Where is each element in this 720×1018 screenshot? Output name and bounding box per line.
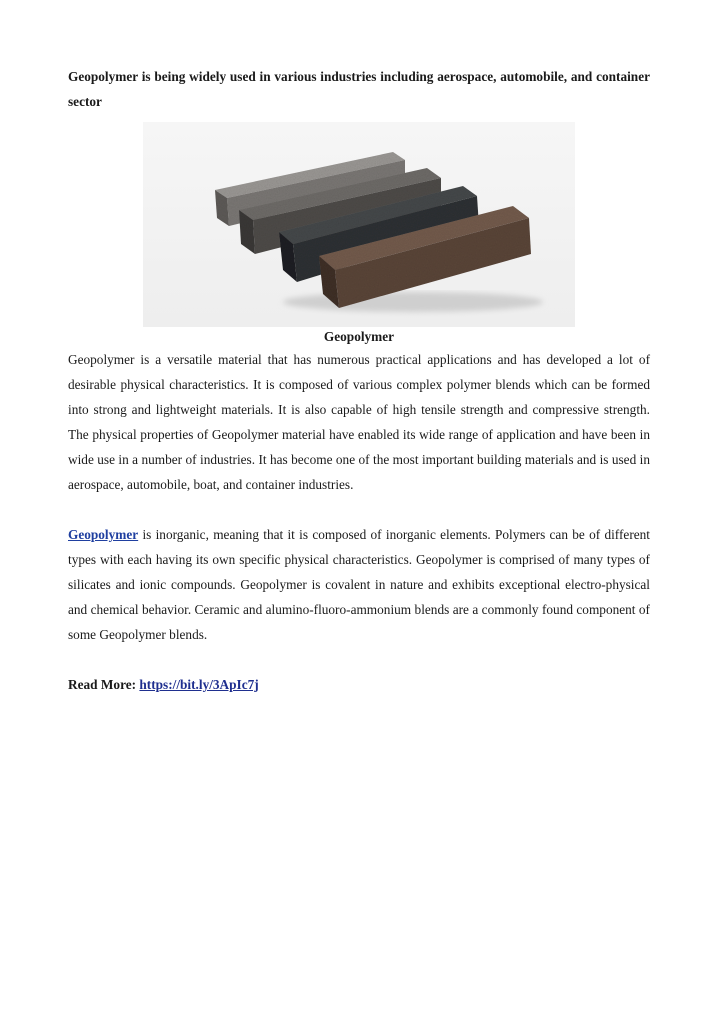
read-more-link[interactable]: https://bit.ly/3ApIc7j bbox=[139, 677, 259, 692]
paragraph-inorganic-text: is inorganic, meaning that it is composed of inorganic elements. Polymers can be of different types with each having its own specific physical characteristics. Geopolymer is comprised of many types of silicates and ionic compounds. Geopolymer is covalent in nature and exhibits exceptional electro-physical and chemical behavior. Ceramic and alumino-fluoro-ammonium blends are a commonly found component of some Geopolymer blends. bbox=[68, 527, 650, 642]
geopolymer-bars-photo bbox=[143, 122, 575, 327]
figure bbox=[68, 122, 650, 347]
figure-caption: Geopolymer bbox=[323, 329, 395, 344]
paragraph-intro: Geopolymer is a versatile material that has numerous practical applications and has developed a lot of desirable physical characteristics. It is composed of various complex polymer blends which can be formed into strong and lightweight materials. It is also capable of high tensile strength and compressive strength. The physical properties of Geopolymer material have enabled its wide range of application and have been in wide use in a number of industries. It has become one of the most important building materials and is used in aerospace, automobile, boat, and container industries. bbox=[68, 352, 650, 492]
document-page bbox=[68, 64, 650, 697]
document-heading: Geopolymer is being widely used in various industries including aerospace, automobile, and container sector bbox=[68, 69, 650, 109]
paragraph-inorganic bbox=[68, 522, 650, 647]
read-more-label: Read More: bbox=[68, 677, 140, 692]
read-more bbox=[68, 672, 650, 697]
geopolymer-link[interactable]: Geopolymer bbox=[68, 527, 139, 542]
